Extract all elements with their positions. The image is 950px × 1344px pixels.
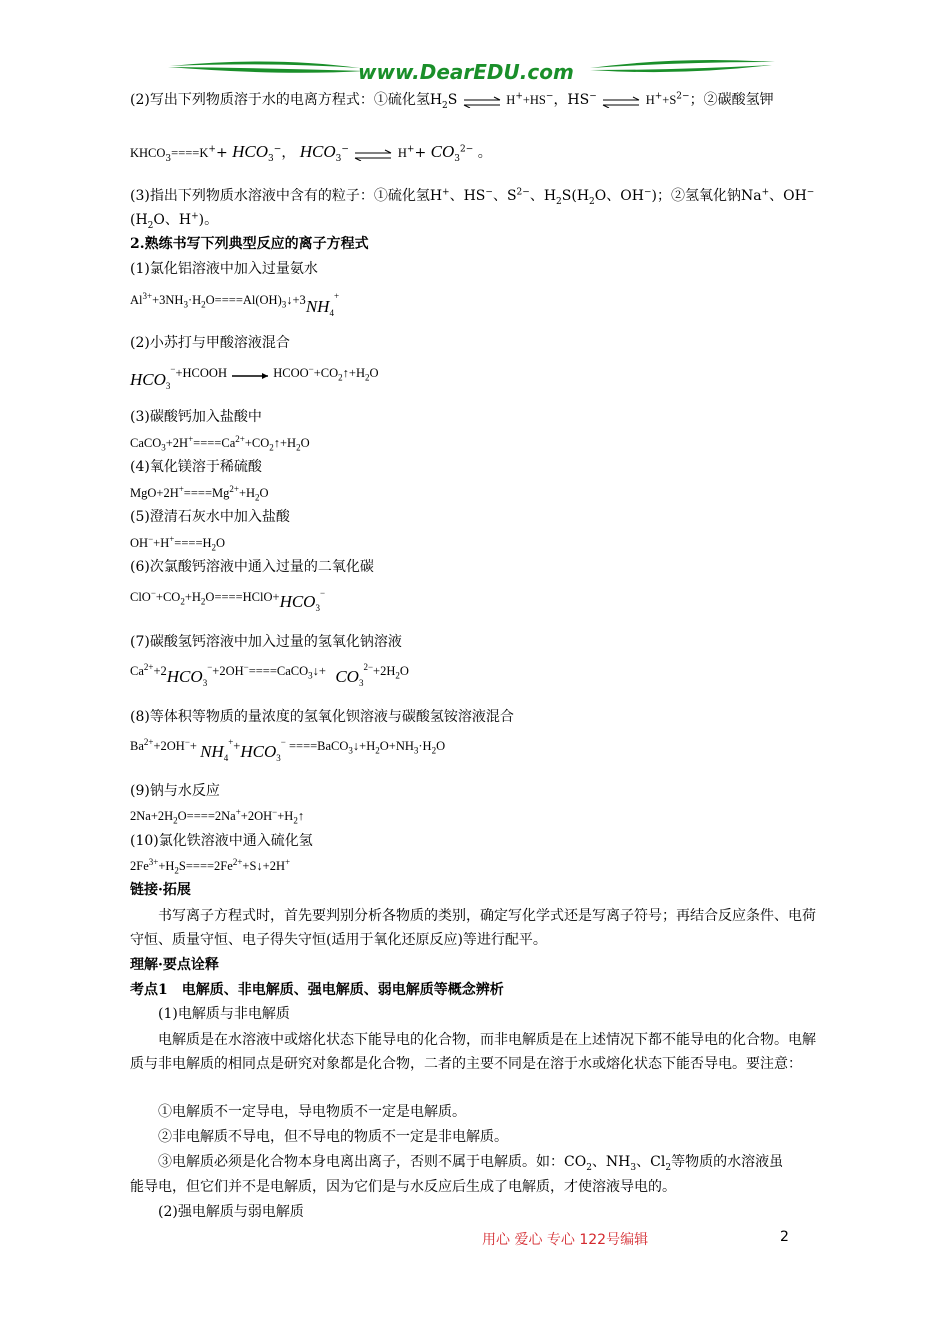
ionization-line-1: (2)写出下列物质溶于水的电离方程式：①硫化氢$H_2S$ H++HS−，HS− $H^++S^{2-}$；②碳酸氢钾 — [130, 91, 774, 111]
reaction-equation: $OH^-+H^+====H_2O$ — [130, 533, 226, 553]
reaction-title: (1)氯化铝溶液中加入过量氨水 — [130, 261, 318, 277]
section-title: 链接·拓展 — [130, 882, 191, 898]
reaction-equation: $2Fe^{3+}+H_2S====2Fe^{2+}+S↓+2H^+$ — [130, 856, 291, 876]
section-title: 2.熟练书写下列典型反应的离子方程式 — [130, 236, 369, 252]
reaction-title: (5)澄清石灰水中加入盐酸 — [130, 509, 290, 525]
ionization-line-2: $KHCO_3====K^++ HCO_3^-$， $HCO_3^-$ $H^++ CO_3^{2-}$ 。 — [130, 142, 492, 164]
reaction-title: (4)氧化镁溶于稀硫酸 — [130, 459, 262, 475]
paragraph: 书写离子方程式时，首先要判别分析各物质的类别，确定写化学式还是写离子符号；再结合反应条件、电荷守恒、质量守恒、电子得失守恒(适用于氧化还原反应)等进行配平。 — [130, 908, 816, 948]
section-title: 理解·要点诠释 — [130, 957, 219, 973]
reaction-equation: $ClO^-+CO_2+H_2O====HClO+HCO_3^-$ — [130, 587, 326, 613]
reaction-title: (9)钠与水反应 — [130, 783, 220, 799]
subsection-title: (1)电解质与非电解质 — [158, 1006, 290, 1022]
paragraph: 电解质是在水溶液中或熔化状态下能导电的化合物，而非电解质是在上述情况下都不能导电的化合物。电解质与非电解质的相同点是研究对象都是化合物，二者的主要不同是在溶于水或熔化状态下能否导电。要注意： — [130, 1032, 816, 1072]
page-number: 2 — [780, 1229, 789, 1245]
reversible-arrow-icon — [462, 94, 502, 106]
reaction-title: (8)等体积等物质的量浓度的氢氧化钡溶液与碳酸氢铵溶液混合 — [130, 709, 514, 725]
reaction-equation: $Ca^{2+}+2HCO_3^-+2OH^-====CaCO_3↓+$ $CO_3^{2-}+2H_2O$ — [130, 661, 409, 688]
subsection-title: (2)强电解质与弱电解质 — [158, 1204, 304, 1220]
reaction-equation: $CaCO_3+2H^+====Ca^{2+}+CO_2↑+H_2O$ — [130, 433, 310, 453]
footer-text: 用心 爱心 专心 122号编辑 — [482, 1232, 649, 1248]
reaction-equation: $Al^{3+}+3NH_3\cdot H_2O====Al(OH)_3↓+3NH_4^+$ — [130, 290, 340, 318]
particles-line-1: (3)指出下列物质水溶液中含有的粒子：①硫化氢H+、HS−、$S^{2-}$、$H_2S(H_2O$、OH−)；②氢氧化钠Na+、OH− — [130, 187, 815, 207]
reaction-title: (7)碳酸氢钙溶液中加入过量的氢氧化钠溶液 — [130, 634, 402, 650]
particles-line-2: ($H_2O$、H+)。 — [130, 211, 219, 231]
section-title: 考点1 电解质、非电解质、强电解质、弱电解质等概念辨析 — [130, 982, 504, 998]
reaction-title: (10)氯化铁溶液中通入硫化氢 — [130, 833, 313, 849]
reaction-title: (3)碳酸钙加入盐酸中 — [130, 409, 262, 425]
reaction-title: (6)次氯酸钙溶液中通入过量的二氧化碳 — [130, 559, 374, 575]
logo-text: www.DearEDU.com — [358, 60, 574, 84]
reaction-equation: $MgO+2H^+====Mg^{2+}+H_2O$ — [130, 483, 269, 503]
header-logo — [160, 52, 780, 88]
reaction-title: (2)小苏打与甲酸溶液混合 — [130, 335, 290, 351]
reversible-arrow-icon — [601, 94, 641, 106]
note-item: 能导电，但它们并不是电解质，因为它们是与水反应后生成了电解质，才使溶液导电的。 — [130, 1179, 676, 1195]
note-item: ③电解质必须是化合物本身电离出离子，否则不属于电解质。如：$CO_2$、$NH_3$、$Cl_2$等物质的水溶液虽 — [158, 1154, 784, 1173]
arrow-right-icon — [230, 368, 270, 380]
note-item: ②非电解质不导电，但不导电的物质不一定是非电解质。 — [158, 1129, 508, 1145]
note-item: ①电解质不一定导电，导电物质不一定是电解质。 — [158, 1104, 466, 1120]
reaction-equation: $HCO_3^-+HCOOH$ $HCOO^-+CO_2↑+H_2O$ — [130, 363, 379, 391]
reaction-equation: $2Na+2H_2O====2Na^++2OH^-+H_2↑$ — [130, 806, 305, 826]
reaction-equation: $Ba^{2+}+2OH^-+ NH_4^++HCO_3^-$ $====BaCO_3↓+H_2O+NH_3\cdot H_2O$ — [130, 736, 446, 763]
reversible-arrow-icon — [353, 147, 393, 159]
